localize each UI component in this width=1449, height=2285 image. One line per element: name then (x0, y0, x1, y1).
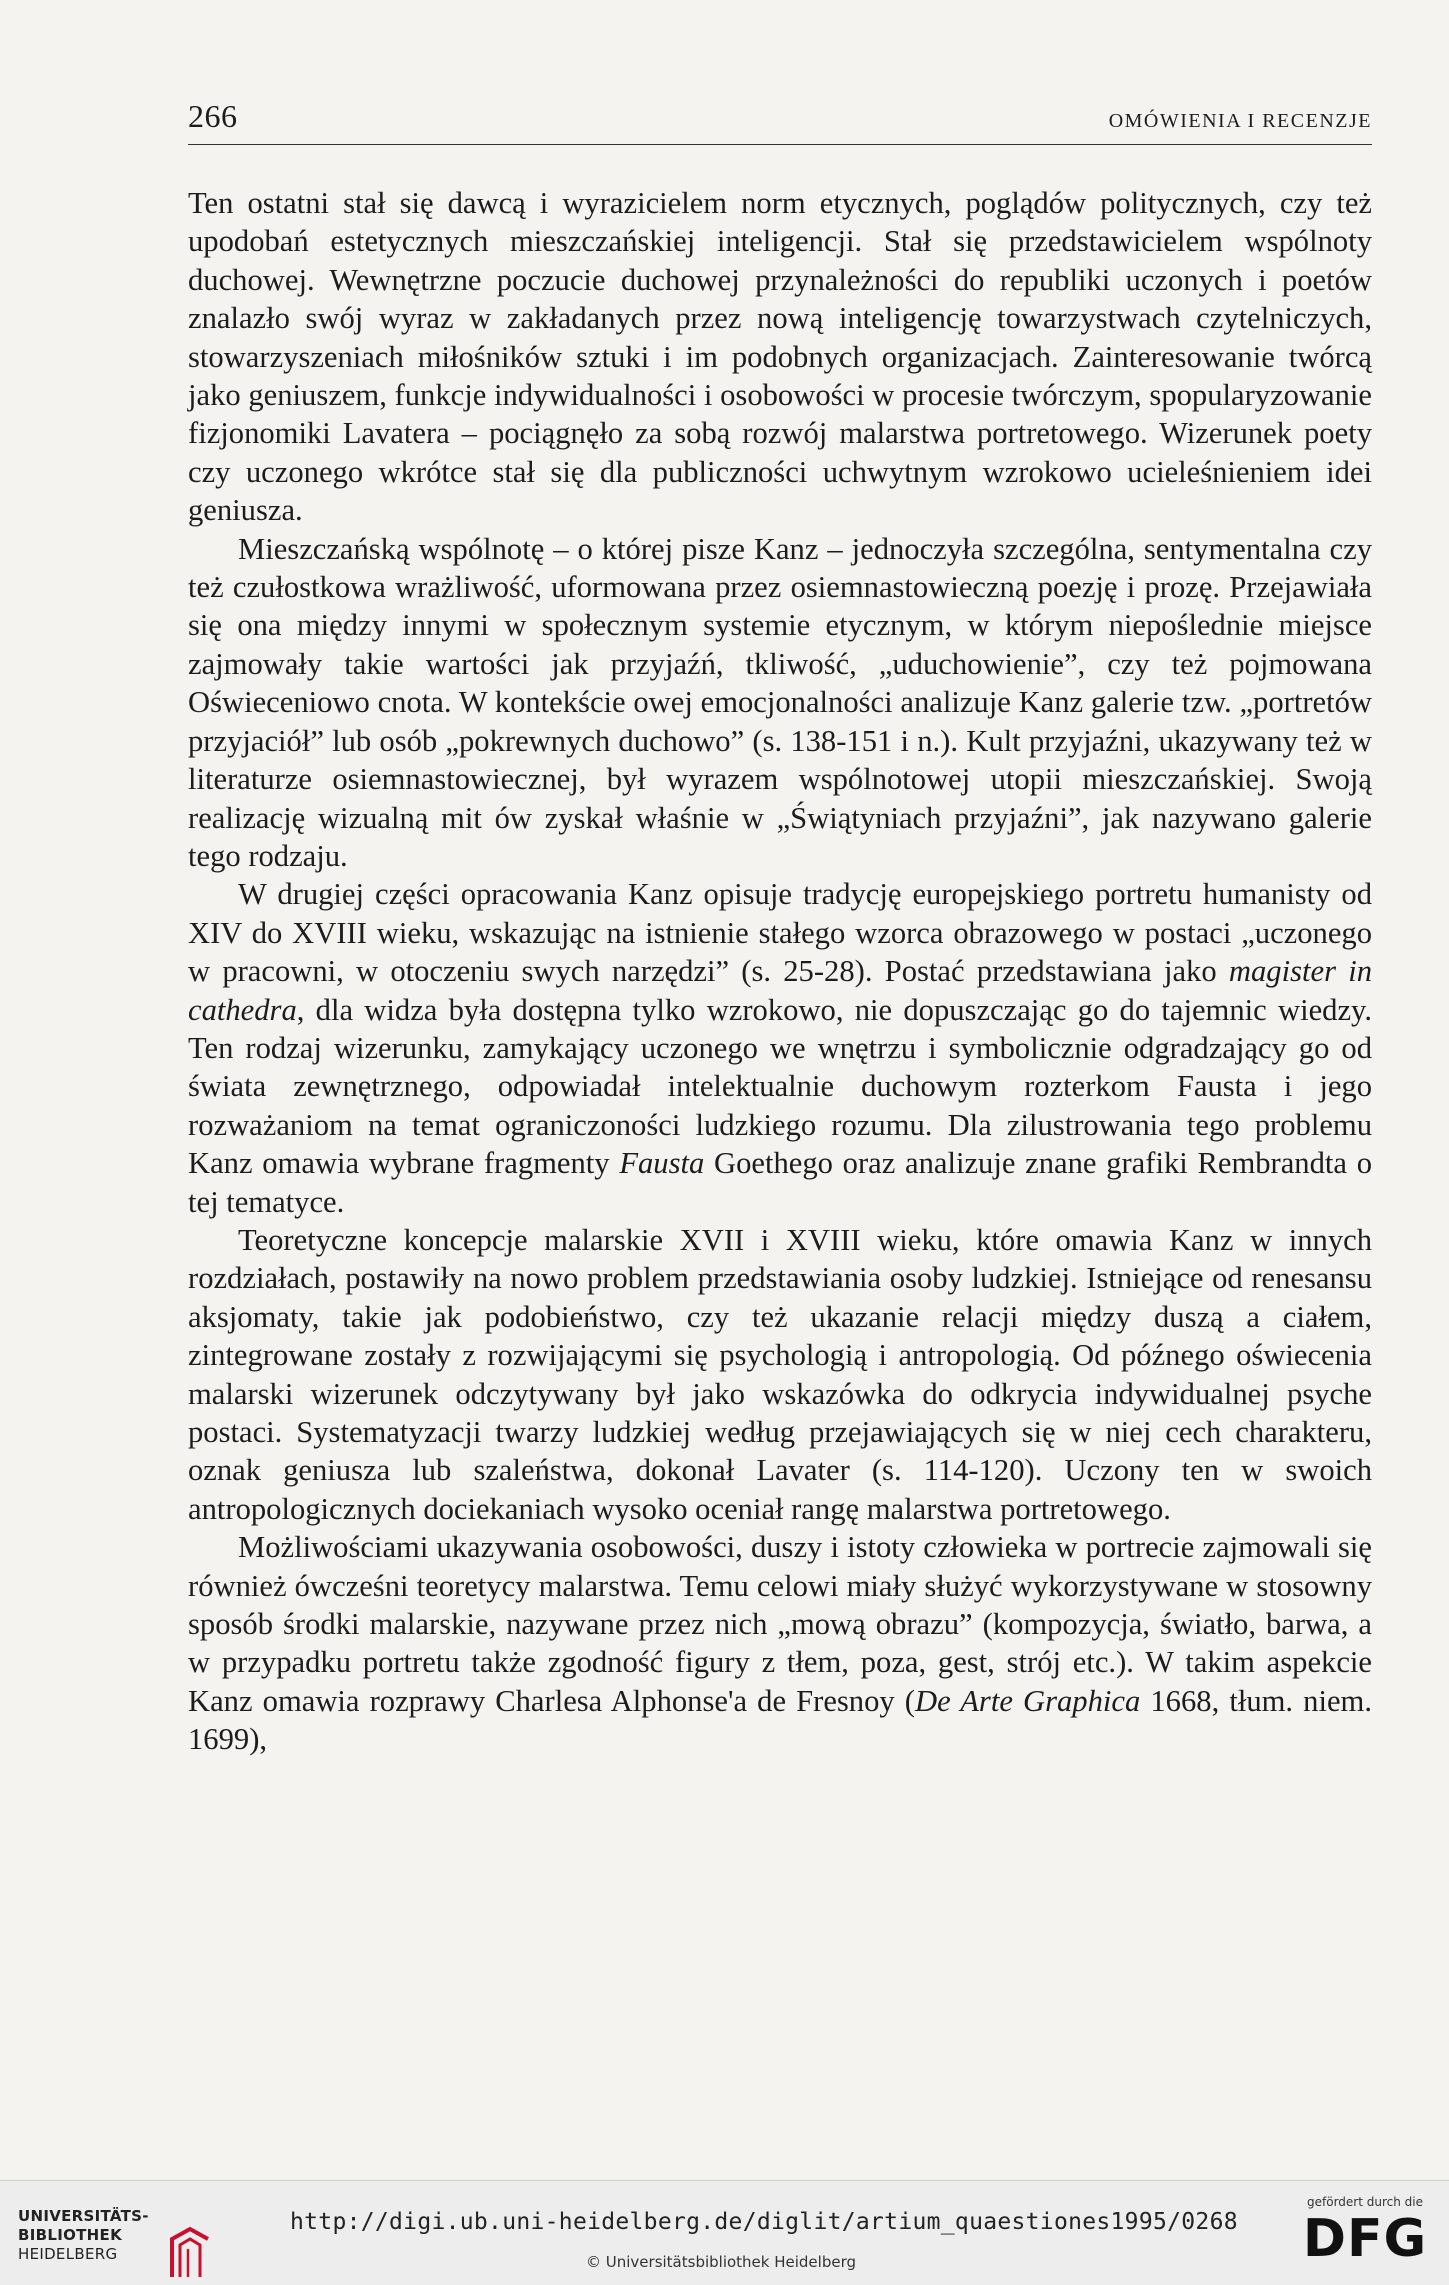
paragraph-5 (188, 1528, 1372, 1758)
paragraph-1: Ten ostatni stał się dawcą i wyrazicielem norm etycznych, poglądów politycznych, czy też upodobań estetycznych mieszczańskiej inteligencji. Stał się przedstawicielem wspólnoty duchowej. Wewnętrzne poczucie duchowej przynależności do republiki uczonych i poetów znalazło swój wyraz w zakładanych przez nową inteligencję towarzystwach czytelniczych, stowarzyszeniach miłośników sztuki i im podobnych organizacjach. Zainteresowanie twórcą jako geniuszem, funkcje indywidualności i osobowości w procesie twórczym, spopularyzowanie fizjonomiki Lavatera – pociągnęło za sobą rozwój malarstwa portretowego. Wizerunek poety czy uczonego wkrótce stał się dla publiczności uchwytnym wzrokowo ucieleśnieniem idei geniusza. (188, 186, 1372, 528)
page-number: 266 (188, 98, 238, 134)
digital-library-footer (0, 2180, 1449, 2285)
page-header (188, 96, 1372, 145)
library-building-icon (168, 2225, 212, 2285)
university-library-logo[interactable] (18, 2207, 208, 2267)
paragraph-3-text-a: W drugiej części opracowania Kanz opisuje tradycję europejskiego portretu humanisty od XIV do XVIII wieku, wskazując na istnienie stałego wzorca obrazowego w postaci „uczonego w pracowni, w otoczeniu swych narzędzi” (s. 25-28). Postać przedstawiana jako (188, 877, 1372, 989)
italic-phrase-magister: magister in cathedra (188, 954, 1372, 1027)
dfg-funder-logo (1290, 2195, 1440, 2275)
permalink-url[interactable]: http://digi.ub.uni-heidelberg.de/diglit/artium_quaestiones1995/0268 (290, 2209, 1238, 2235)
paragraph-2: Mieszczańską wspólnotę – o której pisze Kanz – jednoczyła szczególna, sentymentalna czy też czułostkowa wrażliwość, uformowana przez osiemnastowieczną poezję i prozę. Przejawiała się ona między innymi w społecznym systemie etycznym, w którym niepoślednie miejsce zajmowały takie wartości jak przyjaźń, tkliwość, „uduchowienie”, czy też pojmowana Oświeceniowo cnota. W kontekście owej emocjonalności analizuje Kanz galerie tzw. „portretów przyjaciół” lub osób „pokrewnych duchowo” (s. 138-151 i n.). Kult przyjaźni, ukazywany też w literaturze osiemnastowiecznej, był wyrazem wspólnotowej utopii mieszczańskiej. Swoją realizację wizualną mit ów zyskał właśnie w „Świątyniach przyjaźni”, jak nazywano galerie tego rodzaju. (188, 531, 1372, 873)
paragraph-5-text-a: Możliwościami ukazywania osobowości, duszy i istoty człowieka w portrecie zajmowali się również ówcześni teoretycy malarstwa. Temu celowi miały służyć wykorzystywane w stosowny sposób środki malarskie, nazywane przez nich „mową obrazu” (kompozycja, światło, barwa, a w przypadku portretu także zgodność figury z tłem, poza, gest, strój etc.). W takim aspekcie Kanz omawia rozprawy Charlesa Alphonse'a de Fresnoy ( (188, 1530, 1372, 1718)
body-text (188, 184, 1372, 1759)
logo-line-1: UNIVERSITÄTS- (18, 2207, 149, 2225)
copyright-notice: © Universitätsbibliothek Heidelberg (586, 2253, 857, 2271)
logo-line-3: HEIDELBERG (18, 2245, 118, 2263)
paragraph-5-text-b: 1668, tłum. niem. 1699), (188, 1683, 1372, 1757)
paragraph-3-text-b: , dla widza była dostępna tylko wzrokowo, nie dopuszczając go do tajemnic wiedzy. Ten rodzaj wizerunku, zamykający uczonego we wnętrzu i symbolicznie odgradzający go od świata zewnętrznego, odpowiadał intelektualnie duchowym rozterkom Fausta i jego rozważaniom na temat ograniczoności ludzkiego rozumu. Dla zilustrowania tego problemu Kanz omawia wybrane fragmenty (188, 992, 1372, 1181)
italic-title-fausta: Fausta (619, 1146, 705, 1181)
paragraph-3 (188, 875, 1372, 1221)
italic-title-de-arte-graphica: De Arte Graphica (915, 1683, 1141, 1718)
logo-line-2: BIBLIOTHEK (18, 2226, 122, 2244)
funder-caption: gefördert durch die (1307, 2195, 1423, 2209)
paragraph-4: Teoretyczne koncepcje malarskie XVII i XVIII wieku, które omawia Kanz w innych rozdziałach, postawiły na nowo problem przedstawiania osoby ludzkiej. Istniejące od renesansu aksjomaty, takie jak podobieństwo, czy też ukazanie relacji między duszą a ciałem, zintegrowane zostały z rozwijającymi się psychologią i antropologią. Od późnego oświecenia malarski wizerunek odczytywany był jako wskazówka do odkrycia indywidualnej psyche postaci. Systematyzacji twarzy ludzkiej według przejawiających się w niej cech charakteru, oznak geniusza lub szaleństwa, dokonał Lavater (s. 114-120). Uczony ten w swoich antropologicznych dociekaniach wysoko oceniał rangę malarstwa portretowego. (188, 1222, 1372, 1526)
running-head: OMÓWIENIA I RECENZJE (1108, 110, 1372, 132)
paragraph-3-text-c: Goethego oraz analizuje znane grafiki Rembrandta o tej tematyce. (188, 1146, 1372, 1219)
dfg-logo: DFG (1302, 2209, 1428, 2269)
